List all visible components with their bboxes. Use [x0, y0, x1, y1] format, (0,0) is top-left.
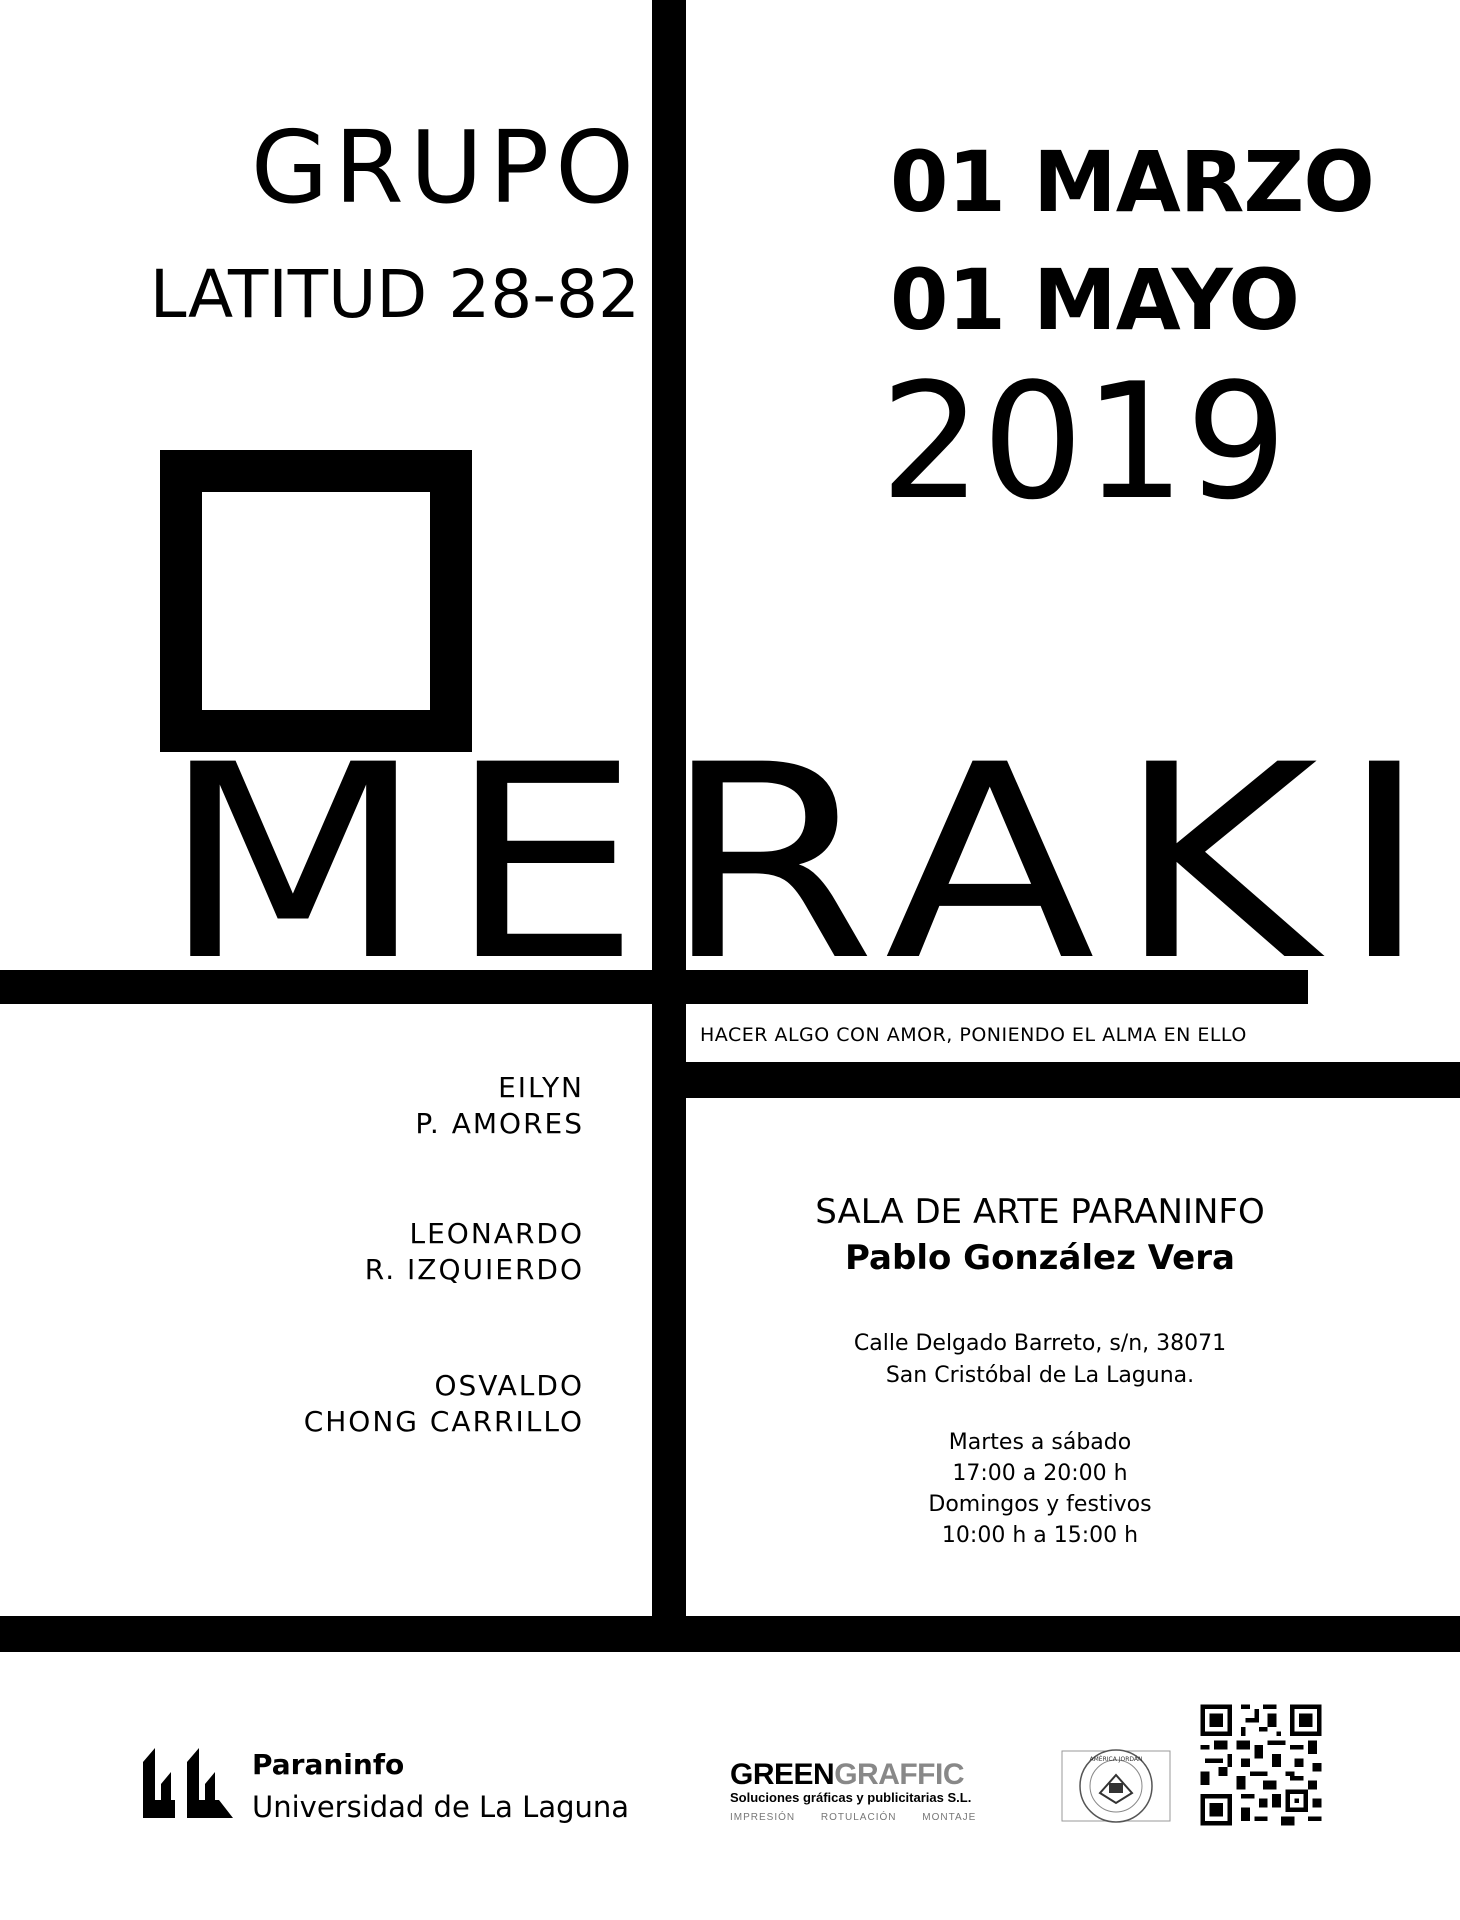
- group-label: GRUPO: [250, 109, 640, 226]
- address: [680, 1328, 1400, 1392]
- hours-line: Martes a sábado: [948, 1430, 1132, 1455]
- service-label: MONTAJE: [922, 1812, 977, 1823]
- tagline: HACER ALGO CON AMOR, PONIENDO EL ALMA EN ELLO: [700, 1024, 1247, 1046]
- year: 2019: [880, 348, 1288, 535]
- service-label: IMPRESIÓN: [730, 1812, 796, 1823]
- square-graphic: [160, 450, 472, 752]
- horizontal-bar-bottom: [0, 1616, 1460, 1652]
- service-label: ROTULACIÓN: [820, 1812, 897, 1823]
- artist-first-name: OSVALDO: [434, 1369, 584, 1402]
- america-jordan-seal-icon: [1060, 1745, 1172, 1827]
- hours-line: 17:00 a 20:00 h: [952, 1461, 1128, 1486]
- group-name: LATITUD 28-82: [149, 256, 640, 333]
- artist-3: [304, 1368, 584, 1440]
- artist-first-name: LEONARDO: [409, 1217, 584, 1250]
- hours-line: 10:00 h a 15:00 h: [941, 1523, 1139, 1548]
- svg-text:AMÉRICA JORDÁN: AMÉRICA JORDÁN: [1089, 1756, 1143, 1763]
- artist-last-name: R. IZQUIERDO: [364, 1253, 584, 1286]
- horizontal-bar-venue: [652, 1062, 1460, 1098]
- artist-last-name: CHONG CARRILLO: [303, 1405, 584, 1438]
- exhibition-title: MERAKI: [160, 708, 1451, 1020]
- artist-first-name: EILYN: [498, 1071, 584, 1104]
- artist-2: [365, 1216, 584, 1288]
- hours-line: Domingos y festivos: [928, 1492, 1152, 1517]
- opening-hours: [680, 1427, 1400, 1551]
- greengraffic-logo-part-a: GREEN: [730, 1758, 835, 1791]
- university-name: Universidad de La Laguna: [252, 1790, 630, 1824]
- venue-subname: Pablo González Vera: [845, 1238, 1235, 1278]
- qr-code-icon: [1196, 1700, 1326, 1830]
- end-date: 01 MAYO: [890, 251, 1299, 349]
- greengraffic-services: [730, 1812, 998, 1823]
- paraninfo-name: Paraninfo: [252, 1748, 405, 1781]
- address-line-2: San Cristóbal de La Laguna.: [885, 1363, 1195, 1388]
- paraninfo-logo-icon: [143, 1748, 233, 1818]
- venue-name: SALA DE ARTE PARANINFO: [815, 1192, 1265, 1232]
- start-date: 01 MARZO: [890, 133, 1374, 231]
- artist-last-name: P. AMORES: [415, 1107, 584, 1140]
- greengraffic-tagline: Soluciones gráficas y publicitarias S.L.: [730, 1790, 972, 1805]
- greengraffic-logo-part-b: GRAFFIC: [834, 1758, 965, 1791]
- artist-1: [415, 1070, 584, 1142]
- address-line-1: Calle Delgado Barreto, s/n, 38071: [853, 1331, 1227, 1356]
- greengraffic-logo: [730, 1758, 964, 1792]
